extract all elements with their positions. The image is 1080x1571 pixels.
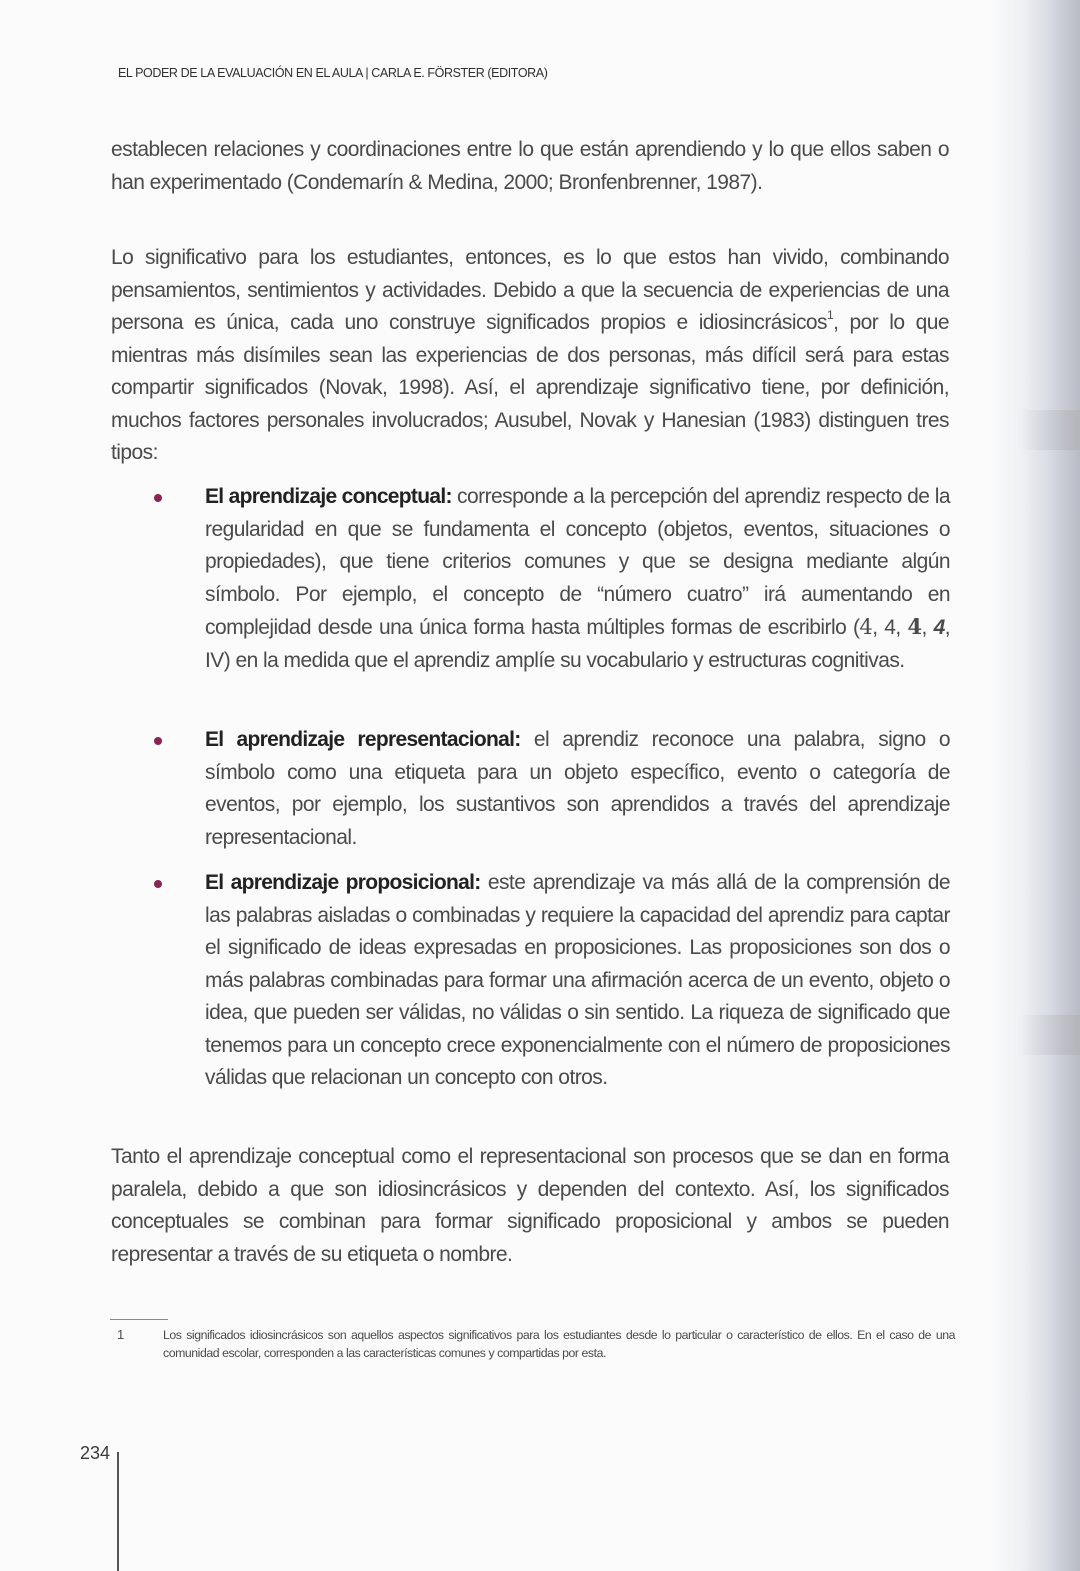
bullet-dot-icon [154, 880, 162, 888]
bullet-text: este aprendizaje va más allá de la comprensión de las palabras aisladas o combinadas y requiere la capacidad del aprendiz para captar el significado de ideas expresadas en proposiciones. Las proposiciones son dos o más palabras combinadas para formar una afirmación acerca de un evento, objeto o idea, que pueden ser válidas, no válidas o sin sentido. La riqueza de significado que tenemos para un concepto crece exponencialmente con el número de proposiciones válidas que relacionan un concepto con otros. [205, 871, 950, 1089]
number-form: 4 [859, 615, 873, 639]
bullet-term: El aprendizaje proposicional: [205, 871, 481, 894]
bullet-list [150, 481, 950, 677]
bullet-list [150, 867, 950, 1095]
bullet-text: el aprendiz reconoce una palabra, signo o símbolo como una etiqueta para un objeto específico, evento o categoría de eventos, por ejemplo, los sustantivos son aprendidos a través del aprendizaje representacional. [205, 728, 950, 849]
number-form: IV [205, 648, 224, 672]
paragraph-text: , por lo que mientras más disímiles sean las experiencias de dos personas, más difícil será para estas compartir significados (Novak, 1998). Así, el aprendizaje significativo tiene, por definición, muchos factores personales involucrados; Ausubel, Novak y Hanesian (1983) distinguen tres tipos: [111, 311, 949, 464]
bullet-term: El aprendizaje conceptual: [205, 485, 452, 508]
bullet-term: El aprendizaje representacional: [205, 728, 521, 751]
footnote-divider [110, 1319, 168, 1320]
running-header: EL PODER DE LA EVALUACIÓN EN EL AULA | CARLA E. FÖRSTER (EDITORA) [118, 66, 548, 80]
bullet-dot-icon [154, 737, 162, 745]
bullet-text: corresponde a la percepción del aprendiz respecto de la regularidad en que se fundamenta el concepto (objetos, eventos, situaciones o propiedades), que tiene criterios comunes y que se designa mediante algún símbolo. Por ejemplo, el concepto de “número cuatro” irá aumentando en complejidad desde una única forma hasta múltiples formas de escribirlo ( [205, 485, 950, 639]
bullet-dot-icon [154, 494, 162, 502]
paragraph-conclusion: Tanto el aprendizaje conceptual como el representacional son procesos que se dan en forma paralela, debido a que son idiosincrásicos y dependen del contexto. Así, los significados conceptuales se combinan para formar significado proposicional y ambos se pueden representar a través de su etiqueta o nombre. [111, 1145, 949, 1266]
footnote [117, 1326, 955, 1362]
page-edge-band [1020, 410, 1080, 450]
bullet-list [150, 724, 950, 854]
number-form: 4 [933, 616, 945, 639]
bullet-text: ) en la medida que el aprendiz amplíe su vocabulario y estructuras cognitivas. [223, 648, 905, 672]
list-item-propositional [150, 867, 950, 1095]
paragraph-text: Lo significativo para los estudiantes, entonces, es lo que estos han vivido, combinando pensamientos, sentimientos y actividades. Debido a que la secuencia de experiencias de una persona es única, cada uno construye significados propios e idiosincrásicos [111, 246, 949, 334]
footnote-reference[interactable]: 1 [827, 308, 834, 322]
page-edge-shadow [990, 0, 1080, 1571]
page-number: 234 [80, 1443, 111, 1463]
footnote-text: Los significados idiosincrásicos son aquellos aspectos significativos para los estudiantes desde lo particular o característico de ellos. En el caso de una comunidad escolar, corresponden a las características comunes y compartidas por esta. [163, 1328, 955, 1360]
footnote-number: 1 [117, 1327, 124, 1342]
paragraph-meaningful-learning [111, 242, 949, 470]
page-edge-band [1020, 1015, 1080, 1055]
paragraph-continuation: establecen relaciones y coordinaciones entre lo que están aprendiendo y lo que ellos saben o han experimentado (Condemarín & Medina, 2000; Bronfenbrenner, 1987). [111, 138, 949, 194]
list-item-conceptual [150, 481, 950, 677]
margin-rule [117, 1452, 119, 1571]
number-form: 4 [884, 616, 896, 639]
number-form: 4 [907, 614, 922, 639]
number-four-forms: 4, 4, 4, 4, IV [205, 614, 951, 672]
list-item-representational [150, 724, 950, 854]
